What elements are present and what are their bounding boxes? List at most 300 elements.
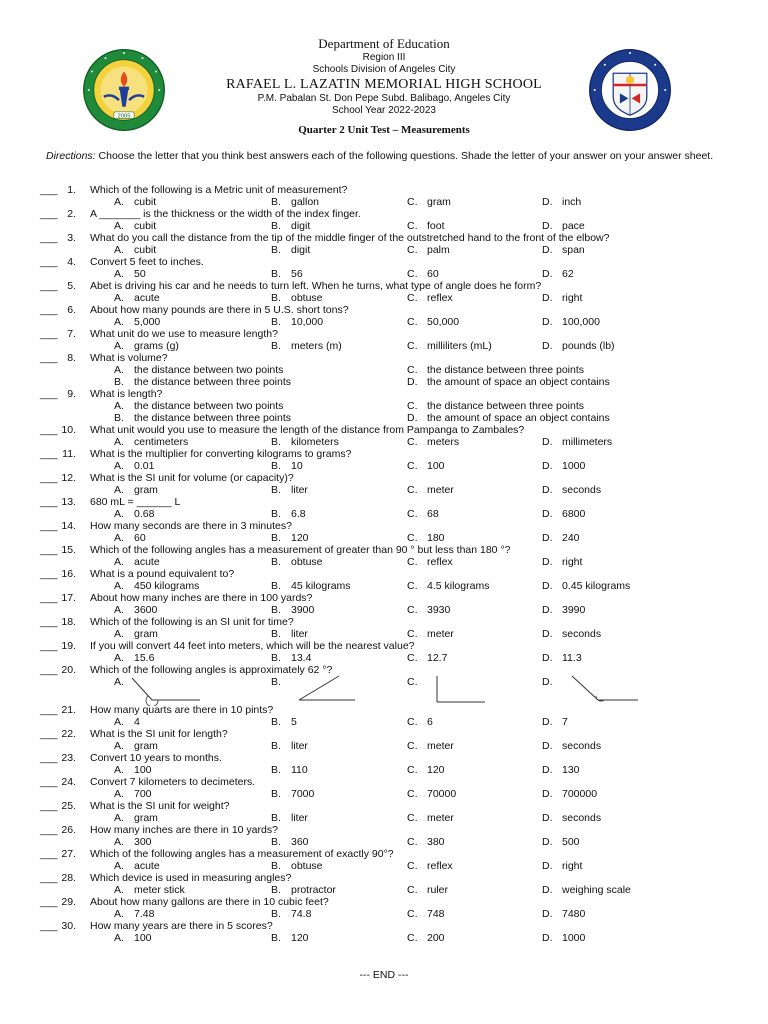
option-letter: B. [271,628,281,640]
option-text: reflex [427,556,453,568]
option-letter: B. [271,652,281,664]
option-c[interactable] [407,508,439,520]
question-item [0,304,768,328]
option-d[interactable] [542,740,601,752]
option-d[interactable] [542,932,585,944]
option-text: palm [427,244,450,256]
option-text: the distance between two points [134,364,284,376]
option-a[interactable] [114,788,152,800]
option-text: the amount of space an object contains [427,412,610,424]
option-a[interactable] [114,292,160,304]
option-text: 380 [427,836,445,848]
answer-blank[interactable]: ___ [40,280,58,292]
option-b[interactable] [271,628,308,640]
answer-blank[interactable]: ___ [40,304,58,316]
option-b[interactable] [271,556,323,568]
option-text: 4.5 kilograms [427,580,490,592]
option-d[interactable] [542,884,631,896]
option-letter: A. [114,604,124,616]
option-a[interactable] [114,932,152,944]
question-text: Which of the following is an SI unit for time? [90,616,294,628]
option-letter: A. [114,364,124,376]
question-item [0,568,768,592]
question-item [0,664,768,704]
option-text: 0.45 kilograms [562,580,631,592]
option-a[interactable]: A. [114,676,124,688]
option-b[interactable] [271,460,303,472]
question-item [0,544,768,568]
option-c[interactable] [407,460,445,472]
option-text: protractor [291,884,336,896]
option-a[interactable] [114,652,154,664]
option-c[interactable] [407,716,433,728]
option-letter: C. [407,740,418,752]
option-b[interactable] [271,884,336,896]
option-text: gram [134,812,158,824]
option-text: digit [291,220,311,232]
option-text: 15.6 [134,652,155,664]
option-letter: C. [407,196,418,208]
school-address: P.M. Pabalan St. Don Pepe Subd. Balibago, Angeles City [257,93,511,104]
option-b[interactable] [271,788,314,800]
option-text: meter [427,484,454,496]
question-text: What is volume? [90,352,168,364]
option-a[interactable] [114,244,156,256]
option-a[interactable] [114,604,157,616]
option-letter: A. [114,788,124,800]
option-text: 3930 [427,604,451,616]
test-title: Quarter 2 Unit Test – Measurements [298,124,470,136]
option-text: 100 [427,460,445,472]
question-number: 2. [67,208,76,220]
answer-blank[interactable]: ___ [40,848,58,860]
option-letter: B. [271,884,281,896]
option-letter: D. [542,196,553,208]
option-c[interactable] [407,884,448,896]
option-c[interactable] [407,932,445,944]
question-number: 24. [61,776,76,788]
option-a[interactable] [114,860,160,872]
option-letter: D. [542,340,553,352]
option-c[interactable] [407,340,492,352]
option-text: cubit [134,220,157,232]
department-name: Department of Education [318,36,450,51]
option-text: foot [427,220,445,232]
option-b[interactable] [271,652,311,664]
option-d[interactable] [542,268,574,280]
option-text: liter [291,484,308,496]
question-text: Convert 5 feet to inches. [90,256,204,268]
option-letter: B. [271,460,281,472]
option-letter: B. [271,220,281,232]
option-letter: A. [114,764,124,776]
option-b[interactable] [114,376,291,388]
answer-blank[interactable]: ___ [40,616,58,628]
answer-blank[interactable]: ___ [40,424,58,436]
answer-blank[interactable]: ___ [40,704,58,716]
option-text: 6800 [562,508,586,520]
option-a[interactable] [114,556,160,568]
question-item [0,520,768,544]
option-c[interactable] [407,292,453,304]
answer-blank[interactable]: ___ [40,896,58,908]
option-a[interactable] [114,484,158,496]
option-d[interactable] [542,604,585,616]
option-letter: A. [114,244,124,256]
option-letter: D. [542,628,553,640]
option-d[interactable]: D. [542,676,553,688]
option-text: centimeters [134,436,189,448]
option-text: span [562,244,585,256]
option-c[interactable] [407,196,451,208]
option-d[interactable] [407,412,610,424]
option-b[interactable] [271,340,342,352]
option-text: gram [134,740,158,752]
question-list [0,184,768,944]
answer-blank[interactable]: ___ [40,664,58,676]
option-text: 1000 [562,932,586,944]
answer-blank[interactable]: ___ [40,824,58,836]
option-c[interactable] [407,436,459,448]
option-c[interactable] [407,740,454,752]
option-text: the distance between three points [427,364,585,376]
option-a[interactable] [114,884,185,896]
option-a[interactable] [114,268,146,280]
option-text: 360 [291,836,309,848]
option-letter: B. [271,860,281,872]
option-text: gram [427,196,451,208]
option-b[interactable] [271,764,308,776]
option-letter: A. [114,400,124,412]
option-b[interactable] [114,412,291,424]
option-letter: C. [407,932,418,944]
option-d[interactable] [542,508,585,520]
answer-blank[interactable]: ___ [40,448,58,460]
option-c[interactable] [407,268,439,280]
question-text: Which device is used in measuring angles? [90,872,292,884]
option-letter: B. [271,908,281,920]
question-text: About how many gallons are there in 10 cubic feet? [90,896,329,908]
option-text: 110 [291,764,308,776]
option-letter: B. [271,836,281,848]
option-b[interactable] [271,740,308,752]
option-b[interactable] [271,196,319,208]
option-b[interactable] [271,508,306,520]
option-b[interactable] [271,580,351,592]
option-letter: C. [407,860,418,872]
option-a[interactable] [114,716,140,728]
option-text: 300 [134,836,152,848]
option-a[interactable] [114,220,156,232]
option-text: 12.7 [427,652,448,664]
question-text: What unit do we use to measure length? [90,328,278,340]
option-c[interactable] [407,532,445,544]
answer-blank[interactable]: ___ [40,328,58,340]
option-c[interactable] [407,604,450,616]
school-year: School Year 2022-2023 [332,105,436,116]
question-text: How many years are there in 5 scores? [90,920,273,932]
question-text: How many quarts are there in 10 pints? [90,704,274,716]
option-a[interactable] [114,628,158,640]
option-letter: C. [407,884,418,896]
option-d[interactable] [542,292,582,304]
option-c[interactable]: C. [407,676,418,688]
question-number: 16. [61,568,76,580]
option-c[interactable] [407,908,445,920]
question-item [0,496,768,520]
option-letter: C. [407,484,418,496]
option-c[interactable] [407,788,456,800]
answer-blank[interactable]: ___ [40,752,58,764]
option-text: acute [134,292,160,304]
option-c[interactable] [407,316,459,328]
option-letter: C. [407,268,418,280]
question-number: 12. [61,472,76,484]
option-d[interactable] [542,580,630,592]
option-c[interactable] [407,860,453,872]
option-text: right [562,860,583,872]
question-item [0,704,768,728]
option-a[interactable] [114,436,188,448]
option-d[interactable] [542,460,585,472]
option-text: 700 [134,788,152,800]
option-d[interactable] [542,860,582,872]
option-b[interactable] [271,220,310,232]
option-a[interactable] [114,460,154,472]
option-letter: A. [114,484,124,496]
option-text: weighing scale [562,884,631,896]
option-d[interactable] [542,716,568,728]
option-d[interactable] [542,436,612,448]
question-number: 26. [61,824,76,836]
question-text: How many inches are there in 10 yards? [90,824,278,836]
answer-blank[interactable]: ___ [40,776,58,788]
option-letter: C. [407,628,418,640]
option-text: obtuse [291,292,323,304]
option-d[interactable] [542,836,580,848]
question-number: 9. [67,388,76,400]
end-marker: --- END --- [359,969,409,981]
option-text: 7 [562,716,568,728]
option-letter: B. [271,716,281,728]
option-a[interactable] [114,908,154,920]
option-letter: B. [271,532,281,544]
option-text: kilometers [291,436,339,448]
answer-blank[interactable]: ___ [40,232,58,244]
option-b[interactable] [271,244,310,256]
option-c[interactable] [407,244,450,256]
option-letter: B. [271,196,281,208]
option-text: 0.01 [134,460,155,472]
option-b[interactable] [271,484,308,496]
option-text: 700000 [562,788,598,800]
option-letter: A. [114,316,124,328]
option-a[interactable] [114,400,283,412]
option-d[interactable] [542,244,585,256]
question-item [0,388,768,424]
option-letter: D. [542,788,553,800]
option-text: the distance between three points [427,400,585,412]
question-text: What is the SI unit for length? [90,728,228,740]
option-d[interactable] [542,556,582,568]
option-text: 50,000 [427,316,460,328]
option-a[interactable] [114,340,179,352]
option-letter: B. [271,932,281,944]
option-a[interactable] [114,196,156,208]
answer-blank[interactable]: ___ [40,872,58,884]
option-text: 100 [134,764,152,776]
option-a[interactable] [114,740,158,752]
option-letter: C. [407,508,418,520]
answer-blank[interactable]: ___ [40,184,58,196]
option-a[interactable] [114,508,154,520]
answer-blank[interactable]: ___ [40,640,58,652]
option-letter: A. [114,932,124,944]
option-b[interactable] [271,812,308,824]
option-d[interactable] [542,220,585,232]
option-text: 180 [427,532,445,544]
option-letter: A. [114,908,124,920]
option-c[interactable] [407,812,454,824]
option-c[interactable] [407,556,453,568]
question-number: 17. [61,592,76,604]
school-name: RAFAEL L. LAZATIN MEMORIAL HIGH SCHOOL [226,77,542,92]
option-a[interactable] [114,532,146,544]
option-letter: D. [542,740,553,752]
question-item [0,920,768,944]
option-b[interactable] [271,860,323,872]
option-b[interactable] [271,316,323,328]
option-d[interactable] [542,812,601,824]
answer-blank[interactable]: ___ [40,256,58,268]
option-d[interactable] [542,652,582,664]
option-text: milliliters (mL) [427,340,492,352]
question-number: 29. [61,896,76,908]
option-b[interactable] [271,836,309,848]
option-letter: D. [542,316,553,328]
option-c[interactable] [407,764,445,776]
option-d[interactable] [542,628,601,640]
answer-blank[interactable]: ___ [40,592,58,604]
option-d[interactable] [542,764,580,776]
option-d[interactable] [542,532,580,544]
answer-blank[interactable]: ___ [40,472,58,484]
option-b[interactable] [271,604,314,616]
answer-blank[interactable]: ___ [40,800,58,812]
option-letter: B. [271,508,281,520]
question-item [0,448,768,472]
question-item [0,424,768,448]
option-text: the distance between three points [134,412,292,424]
option-letter: D. [542,220,553,232]
option-c[interactable] [407,484,454,496]
option-letter: B. [271,812,281,824]
option-c[interactable] [407,580,489,592]
option-b[interactable] [271,532,309,544]
question-item [0,184,768,208]
option-d[interactable] [542,196,581,208]
option-letter: A. [114,740,124,752]
question-item [0,328,768,352]
option-text: obtuse [291,860,323,872]
answer-blank[interactable]: ___ [40,352,58,364]
option-b[interactable]: B. [271,676,281,688]
option-text: 120 [291,932,309,944]
option-b[interactable] [271,436,339,448]
option-b[interactable] [271,292,323,304]
option-letter: A. [114,292,124,304]
option-a[interactable] [114,364,283,376]
option-d[interactable] [542,788,597,800]
option-c[interactable] [407,220,445,232]
answer-blank[interactable]: ___ [40,728,58,740]
option-b[interactable] [271,908,311,920]
option-a[interactable] [114,812,158,824]
option-d[interactable] [407,376,610,388]
option-c[interactable] [407,652,447,664]
option-letter: C. [407,532,418,544]
option-b[interactable] [271,932,309,944]
option-b[interactable] [271,268,303,280]
option-text: right [562,556,583,568]
answer-blank[interactable]: ___ [40,920,58,932]
option-d[interactable] [542,316,600,328]
option-d[interactable] [542,340,615,352]
option-d[interactable] [542,908,585,920]
option-b[interactable] [271,716,297,728]
question-number: 6. [67,304,76,316]
option-c[interactable] [407,364,584,376]
answer-blank[interactable]: ___ [40,568,58,580]
option-letter: C. [407,340,418,352]
option-a[interactable] [114,316,160,328]
option-a[interactable] [114,764,152,776]
option-text: inch [562,196,582,208]
question-text: What is length? [90,388,163,400]
question-text: About how many inches are there in 100 yards? [90,592,313,604]
option-text: 13.4 [291,652,312,664]
answer-blank[interactable]: ___ [40,388,58,400]
option-text: 60 [134,532,146,544]
option-a[interactable] [114,836,152,848]
option-letter: B. [114,412,124,424]
question-number: 21. [61,704,76,716]
option-letter: B. [271,788,281,800]
question-number: 8. [67,352,76,364]
option-text: acute [134,556,160,568]
question-number: 19. [61,640,76,652]
option-text: 3990 [562,604,586,616]
option-text: seconds [562,628,602,640]
question-number: 15. [61,544,76,556]
answer-blank[interactable]: ___ [40,496,58,508]
option-letter: D. [542,580,553,592]
option-letter: A. [114,812,124,824]
answer-blank[interactable]: ___ [40,544,58,556]
option-letter: D. [542,908,553,920]
option-d[interactable] [542,484,601,496]
option-c[interactable] [407,628,454,640]
seal-year: 2005 [117,113,131,120]
answer-blank[interactable]: ___ [40,520,58,532]
option-c[interactable] [407,836,445,848]
directions-label: Directions: [46,150,96,162]
option-c[interactable] [407,400,584,412]
option-a[interactable] [114,580,199,592]
question-item [0,352,768,388]
answer-blank[interactable]: ___ [40,208,58,220]
question-number: 28. [61,872,76,884]
